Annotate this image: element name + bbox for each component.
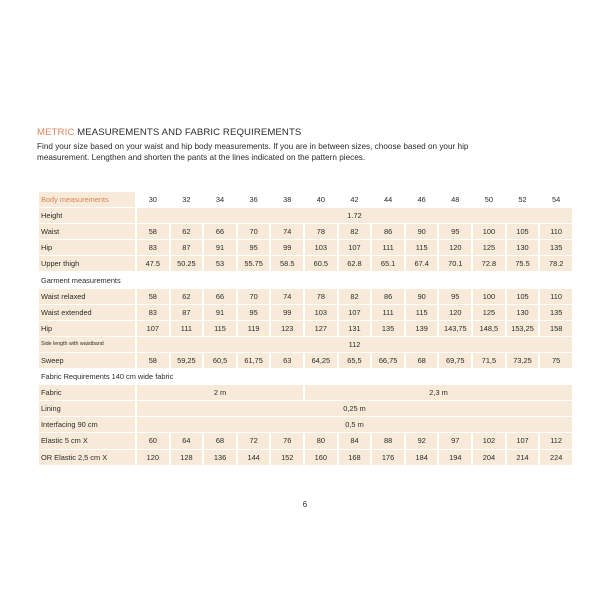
table-row	[39, 289, 572, 304]
value-cell: 135	[540, 240, 572, 255]
value-cell: 90	[406, 224, 438, 239]
value-cell: 71,5	[473, 353, 505, 368]
value-cell: 111	[372, 240, 404, 255]
value-cell: 87	[171, 240, 203, 255]
value-cell: 168	[339, 450, 371, 465]
size-header-cell: 34	[215, 195, 225, 205]
page-title	[37, 127, 301, 138]
value-cell: 62	[171, 224, 203, 239]
value-cell: 62	[171, 289, 203, 304]
value-cell: 83	[137, 240, 169, 255]
header-row	[39, 192, 572, 207]
value-cell: 125	[473, 240, 505, 255]
value-cell: 59,25	[171, 353, 203, 368]
value-cell: 111	[372, 305, 404, 320]
value-cell: 70	[238, 224, 270, 239]
value-cell: 148,5	[473, 321, 505, 336]
value-cell: 53	[204, 256, 236, 271]
section-row	[39, 272, 572, 287]
value-cell: 105	[507, 224, 539, 239]
value-cell: 110	[540, 289, 572, 304]
size-header-cell: 40	[316, 195, 325, 205]
value-cell: 95	[439, 289, 471, 304]
value-cell: 128	[171, 450, 203, 465]
value-cell: 158	[540, 321, 572, 336]
value-cell: 91	[204, 305, 236, 320]
spanning-value-cell: 0,5 m	[137, 417, 572, 432]
value-cell: 66	[204, 289, 236, 304]
value-cell: 58	[137, 224, 169, 239]
table-row	[39, 417, 572, 432]
value-cell: 112	[540, 433, 572, 448]
table-row	[39, 208, 572, 223]
title-rest: MEASUREMENTS AND FABRIC REQUIREMENTS	[74, 127, 302, 138]
spanning-value-cell: 0,25 m	[137, 401, 572, 416]
value-cell: 72.8	[473, 256, 505, 271]
section-row	[39, 369, 572, 384]
intro-line-1: Find your size based on your waist and hip body measurements. If you are in between sizes, choose based on your hip	[37, 142, 469, 151]
row-label: Side length with waistband	[39, 337, 135, 352]
value-cell: 99	[271, 240, 303, 255]
value-cell: 107	[339, 305, 371, 320]
value-cell: 115	[406, 305, 438, 320]
value-cell: 64,25	[305, 353, 337, 368]
value-cell: 139	[406, 321, 438, 336]
table-row	[39, 353, 572, 368]
size-header-cell: 42	[350, 195, 359, 205]
value-cell: 120	[439, 305, 471, 320]
size-header-cell: 44	[383, 195, 393, 205]
table-row	[39, 256, 572, 271]
value-cell: 62.8	[339, 256, 371, 271]
intro-text	[37, 141, 577, 164]
value-cell: 82	[339, 289, 371, 304]
value-cell: 125	[473, 305, 505, 320]
value-cell: 194	[439, 450, 471, 465]
value-cell: 86	[372, 289, 404, 304]
table-row	[39, 401, 572, 416]
table-row	[39, 305, 572, 320]
value-cell: 63	[271, 353, 303, 368]
row-label: Waist relaxed	[39, 289, 135, 304]
value-cell: 143,75	[439, 321, 471, 336]
section-heading: Fabric Requirements 140 cm wide fabric	[41, 372, 174, 382]
value-cell: 103	[305, 305, 337, 320]
value-cell: 60	[137, 433, 169, 448]
value-cell: 214	[507, 450, 539, 465]
value-cell: 88	[372, 433, 404, 448]
row-label: Waist extended	[39, 305, 135, 320]
value-cell: 119	[238, 321, 270, 336]
value-cell: 130	[507, 305, 539, 320]
value-cell: 95	[238, 240, 270, 255]
size-header-cell: 54	[552, 195, 561, 205]
size-header-cell: 36	[249, 195, 258, 205]
section-heading: Garment measurements	[41, 275, 121, 285]
size-header-cell: 48	[451, 195, 460, 205]
value-cell: 107	[339, 240, 371, 255]
value-cell: 50.25	[171, 256, 203, 271]
size-header-cell: 38	[283, 195, 292, 205]
value-cell: 115	[204, 321, 236, 336]
value-cell: 68	[204, 433, 236, 448]
table-row	[39, 224, 572, 239]
value-cell: 82	[339, 224, 371, 239]
row-label: OR Elastic 2,5 cm X	[39, 450, 135, 465]
value-cell: 75.5	[507, 256, 539, 271]
intro-line-2: measurement. Lengthen and shorten the pants at the lines indicated on the pattern pieces.	[37, 153, 366, 163]
value-cell: 99	[271, 305, 303, 320]
value-cell: 92	[406, 433, 438, 448]
value-cell: 110	[540, 224, 572, 239]
value-cell: 61,75	[238, 353, 270, 368]
value-cell: 184	[406, 450, 438, 465]
value-cell: 58.5	[271, 256, 303, 271]
value-cell: 144	[238, 450, 270, 465]
value-cell: 66,75	[372, 353, 404, 368]
value-cell: 78.2	[540, 256, 572, 271]
value-cell: 58	[137, 353, 169, 368]
value-cell: 130	[507, 240, 539, 255]
value-cell: 204	[473, 450, 505, 465]
row-label: Lining	[39, 401, 135, 416]
page-number: 6	[302, 500, 308, 509]
value-cell: 100	[473, 224, 505, 239]
value-cell: 72	[238, 433, 270, 448]
value-cell: 47.5	[137, 256, 169, 271]
size-header-cell: 46	[417, 195, 426, 205]
value-cell: 176	[372, 450, 404, 465]
value-cell: 105	[507, 289, 539, 304]
fabric-large-sizes-cell: 2,3 m	[305, 385, 572, 400]
table-row	[39, 240, 572, 255]
value-cell: 120	[439, 240, 471, 255]
size-chart-body	[39, 192, 572, 465]
value-cell: 224	[540, 450, 572, 465]
row-label: Height	[39, 208, 135, 223]
value-cell: 86	[372, 224, 404, 239]
value-cell: 135	[540, 305, 572, 320]
spanning-value-cell: 112	[137, 337, 572, 352]
value-cell: 87	[171, 305, 203, 320]
value-cell: 100	[473, 289, 505, 304]
value-cell: 74	[271, 289, 303, 304]
size-chart-table	[37, 191, 574, 466]
value-cell: 115	[406, 240, 438, 255]
size-header-cell: 30	[148, 195, 157, 205]
value-cell: 90	[406, 289, 438, 304]
value-cell: 160	[305, 450, 337, 465]
value-cell: 70.1	[439, 256, 471, 271]
size-header-cell: 32	[182, 195, 191, 205]
value-cell: 78	[305, 289, 337, 304]
row-label: Elastic 5 cm X	[39, 433, 135, 448]
table-row	[39, 385, 572, 400]
value-cell: 58	[137, 289, 169, 304]
value-cell: 69,75	[439, 353, 471, 368]
row-label: Hip	[39, 321, 135, 336]
value-cell: 153,25	[507, 321, 539, 336]
value-cell: 91	[204, 240, 236, 255]
value-cell: 83	[137, 305, 169, 320]
value-cell: 123	[271, 321, 303, 336]
row-label: Sweep	[39, 353, 135, 368]
value-cell: 111	[171, 321, 203, 336]
value-cell: 80	[305, 433, 337, 448]
value-cell: 97	[439, 433, 471, 448]
table-row	[39, 321, 572, 336]
value-cell: 135	[372, 321, 404, 336]
spanning-value-cell: 1.72	[137, 208, 572, 223]
value-cell: 73,25	[507, 353, 539, 368]
size-header-cell: 52	[518, 195, 527, 205]
value-cell: 107	[507, 433, 539, 448]
value-cell: 67.4	[406, 256, 438, 271]
value-cell: 60,5	[204, 353, 236, 368]
value-cell: 136	[204, 450, 236, 465]
table-row	[39, 450, 572, 465]
value-cell: 120	[137, 450, 169, 465]
value-cell: 76	[271, 433, 303, 448]
value-cell: 103	[305, 240, 337, 255]
value-cell: 75	[540, 353, 572, 368]
value-cell: 131	[339, 321, 371, 336]
row-label: Interfacing 90 cm	[39, 417, 135, 432]
row-label: Hip	[39, 240, 135, 255]
value-cell: 66	[204, 224, 236, 239]
value-cell: 95	[439, 224, 471, 239]
value-cell: 65.1	[372, 256, 404, 271]
size-header-cell: 50	[484, 195, 494, 205]
title-accent: METRIC	[37, 127, 75, 138]
value-cell: 70	[238, 289, 270, 304]
value-cell: 64	[171, 433, 203, 448]
value-cell: 65,5	[339, 353, 371, 368]
value-cell: 55.75	[238, 256, 270, 271]
table-row	[39, 337, 572, 352]
row-label: Fabric	[39, 385, 135, 400]
value-cell: 84	[339, 433, 371, 448]
value-cell: 102	[473, 433, 505, 448]
value-cell: 74	[271, 224, 303, 239]
value-cell: 78	[305, 224, 337, 239]
table-row	[39, 433, 572, 448]
value-cell: 60.5	[305, 256, 337, 271]
value-cell: 127	[305, 321, 337, 336]
row-label: Upper thigh	[39, 256, 135, 271]
value-cell: 107	[137, 321, 169, 336]
header-label: Body measurements	[39, 192, 135, 207]
row-label: Waist	[39, 224, 135, 239]
value-cell: 95	[238, 305, 270, 320]
value-cell: 68	[406, 353, 438, 368]
fabric-small-sizes-cell: 2 m	[137, 385, 303, 400]
value-cell: 152	[271, 450, 303, 465]
